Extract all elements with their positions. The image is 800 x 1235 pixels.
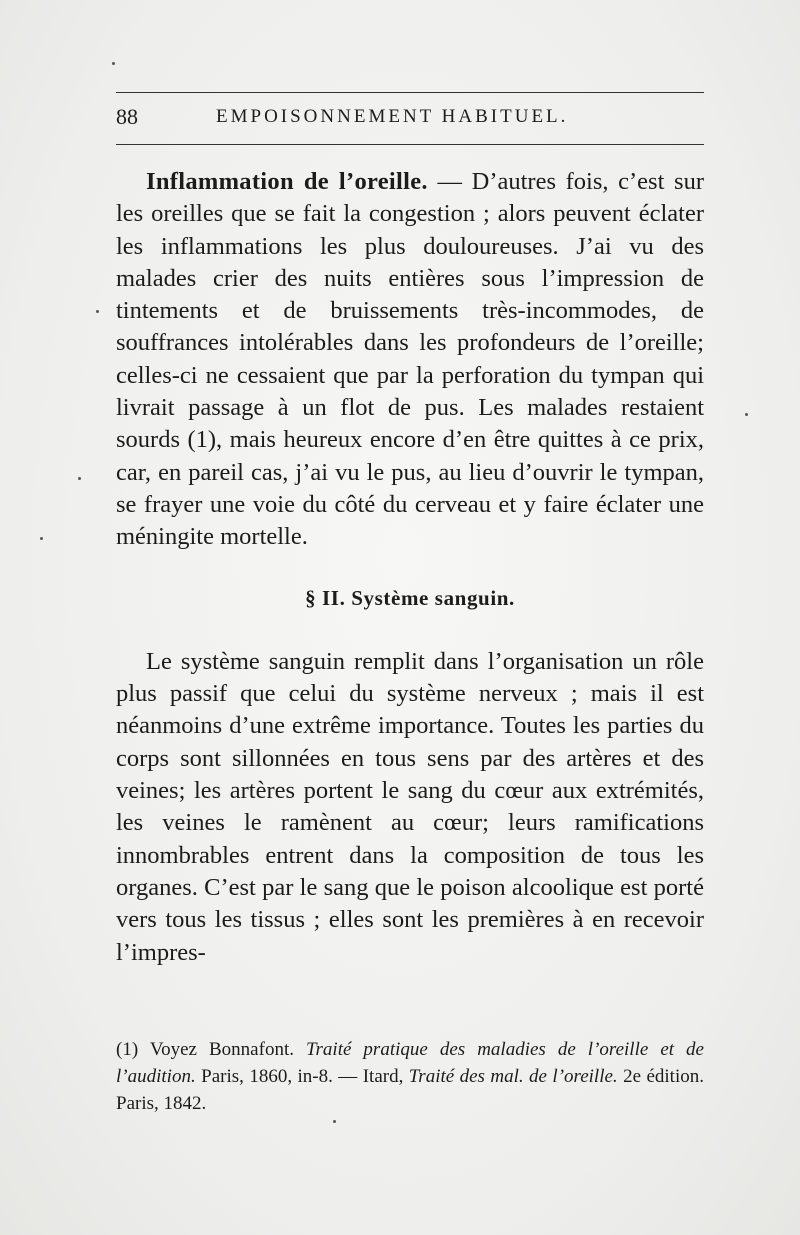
paragraph-lead-heading: Inflammation de l’oreille.: [146, 168, 428, 195]
footnote-citation-title: Traité des mal. de l’oreille.: [408, 1066, 618, 1087]
footnote: [116, 1036, 704, 1117]
page-number: 88: [116, 104, 138, 129]
paragraph-text: — D’autres fois, c’est sur les oreilles que se fait la congestion ; alors peuvent éclater les inflammations les plus douloureuses. J’ai vu des malades crier des nuits entières sous l’impression de tintements et de bruissements très-incommodes, de souffrances intolérables dans les profondeurs de l’oreille; celles-ci ne cessaient que par la perforation du tympan qui livrait passage à un flot de pus. Les malades restaient sourds (1), mais heureux encore d’en être quittes à ce prix, car, en pareil cas, j’ai vu le pus, au lieu d’ouvrir le tympan, se frayer une voie du côté du cerveau et y faire éclater une méningite mortelle.: [116, 168, 704, 551]
paper-speck: [745, 413, 748, 416]
paper-speck: [333, 1120, 336, 1123]
paper-speck: [112, 62, 115, 65]
paragraph-ear-inflammation: [116, 166, 704, 554]
running-header: [116, 92, 704, 152]
header-rule-top: [116, 92, 704, 93]
section-heading: § II. Système sanguin.: [305, 585, 515, 610]
paper-speck: [78, 477, 81, 480]
paragraph-blood-system: Le système sanguin remplit dans l’organisation un rôle plus passif que celui du système nerveux ; mais il est néanmoins d’une extrême importance. Toutes les parties du corps sont sillonnées en tous sens par des artères et des veines; les artères portent le sang du cœur aux extrémités, les veines le ramènent au cœur; leurs ramifications innombrables entrent dans la composition de tous les organes. C’est par le sang que le poison alcoolique est porté vers tous les tissus ; elles sont les premières à en recevoir l’impres-: [116, 647, 704, 966]
footnote-marker: (1) Voyez Bonnafont.: [116, 1039, 294, 1060]
running-title: EMPOISONNEMENT HABITUEL.: [216, 106, 569, 127]
footnote-citation-title: Traité pratique des maladies de l’oreille et de l’audition.: [116, 1039, 704, 1087]
header-rule-bottom: [116, 144, 704, 145]
footnote-citation-text: Paris, 1860, in-8. — Itard,: [195, 1066, 409, 1087]
footnote-citation-text: 2e édition. Paris, 1842.: [116, 1066, 704, 1114]
paper-speck: [96, 310, 99, 313]
main-text: [116, 166, 704, 969]
paper-speck: [40, 537, 43, 540]
